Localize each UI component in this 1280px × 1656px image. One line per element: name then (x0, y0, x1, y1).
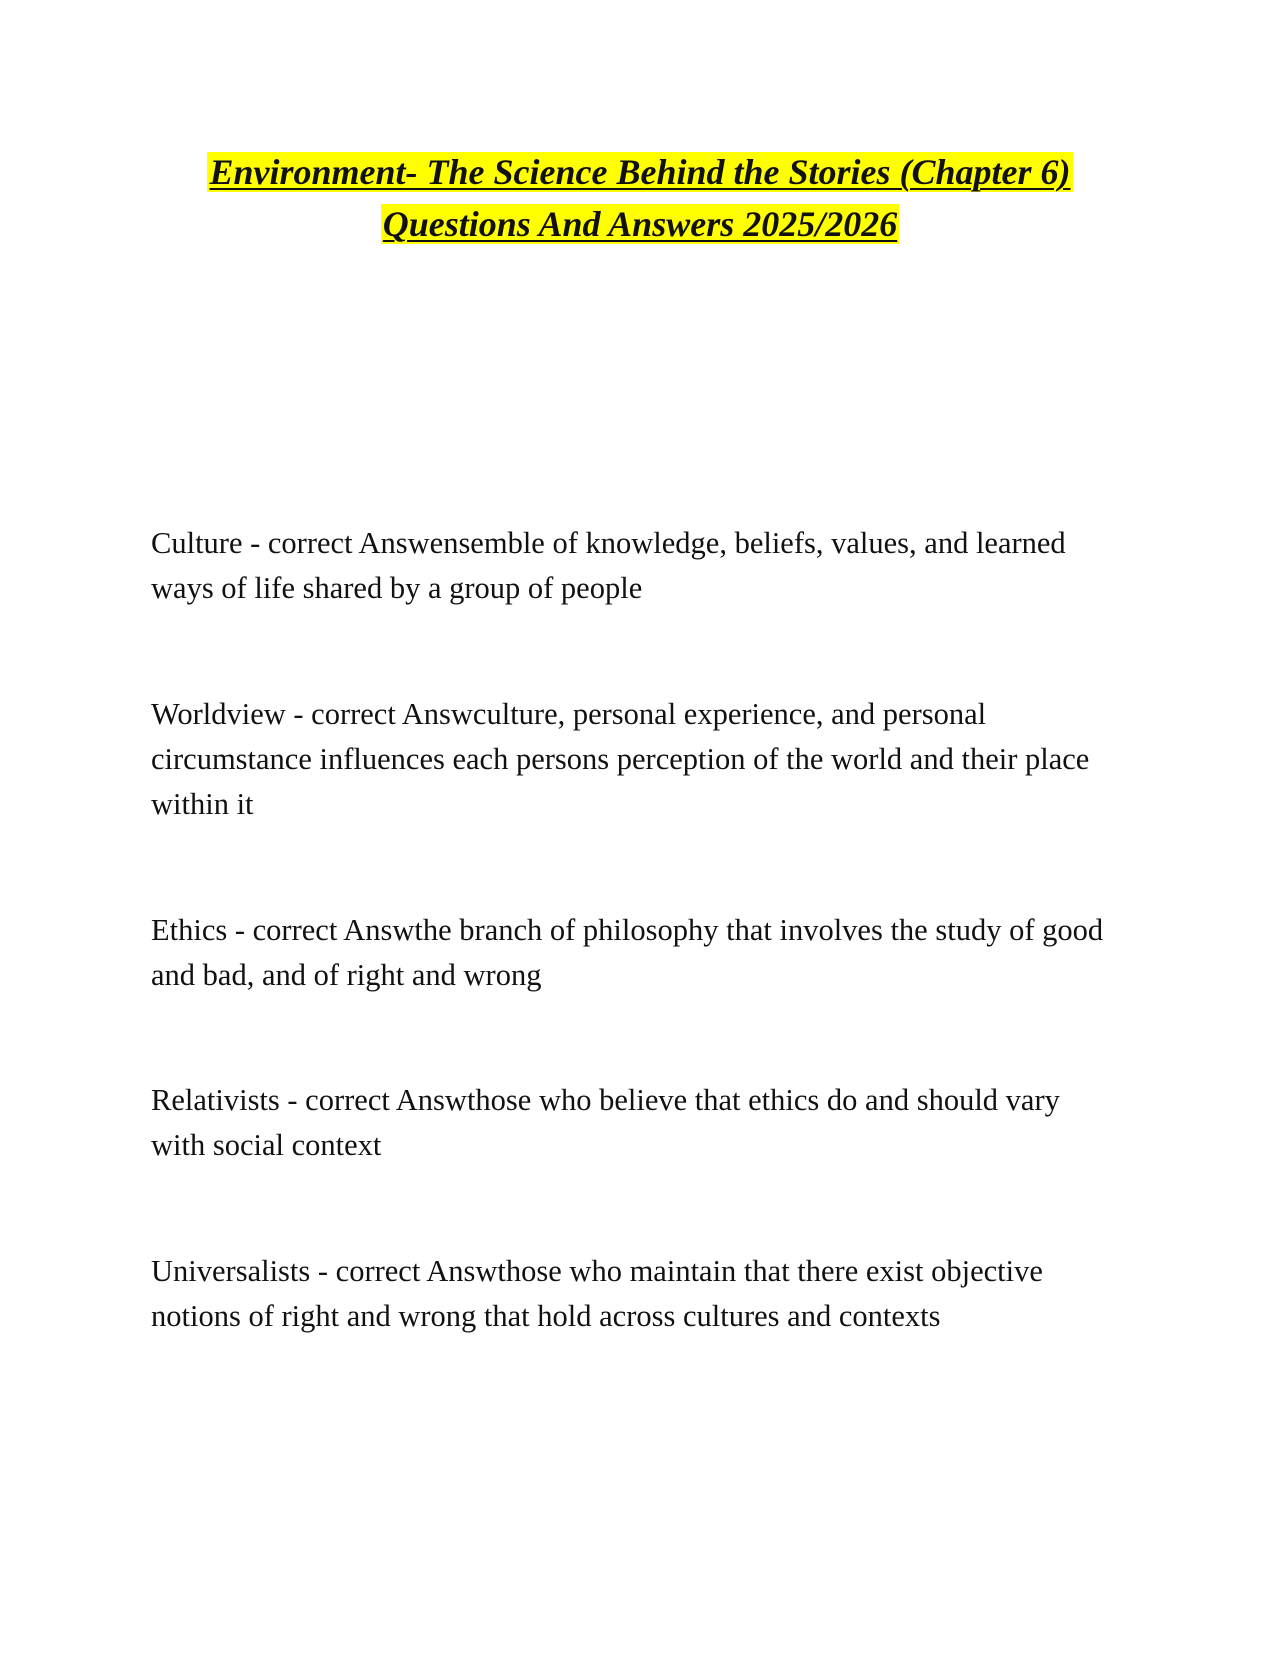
qa-entry-ethics: Ethics - correct Answthe branch of philosophy that involves the study of good and bad, and of right and wrong (151, 913, 1104, 992)
title-line-1-text: Environment- The Science Behind the Stories (Chapter 6) (209, 152, 1071, 192)
qa-entry-worldview: Worldview - correct Answculture, personal experience, and personal circumstance influences each persons perception of the world and their place within it (151, 697, 1090, 821)
title-line-2-text: Questions And Answers 2025/2026 (382, 204, 898, 244)
qa-entry-relativists: Relativists - correct Answthose who believe that ethics do and should vary with social context (151, 1083, 1060, 1162)
qa-entry-universalists: Universalists - correct Answthose who maintain that there exist objective notions of right and wrong that hold across cultures and contexts (151, 1254, 1043, 1333)
document-title (0, 146, 1280, 250)
title-line-1 (0, 146, 1280, 198)
title-line-2 (0, 198, 1280, 250)
qa-entry-culture: Culture - correct Answensemble of knowledge, beliefs, values, and learned ways of life shared by a group of people (151, 526, 1066, 605)
